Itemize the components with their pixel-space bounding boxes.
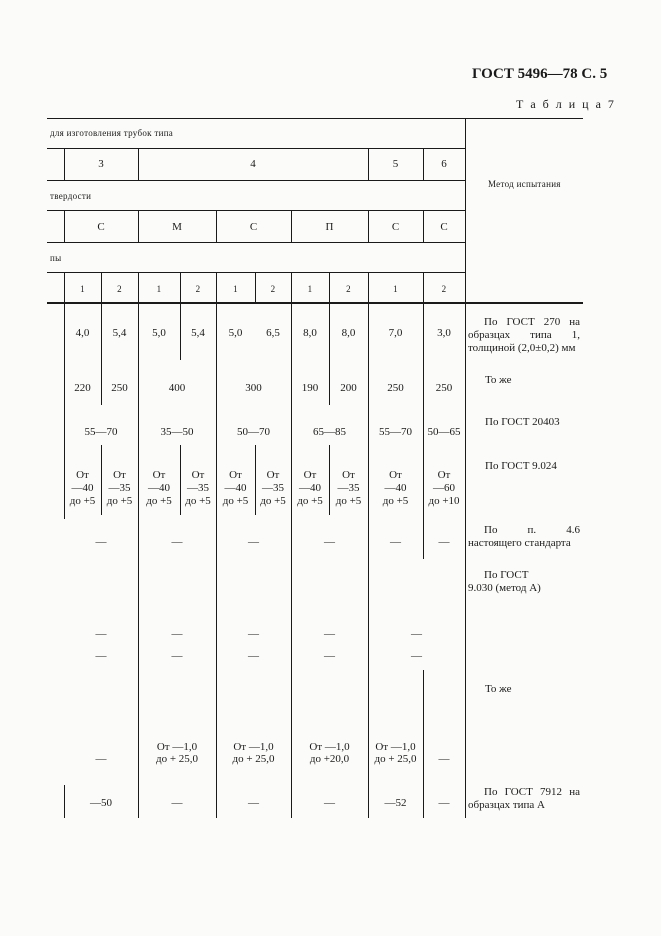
table-cell: —	[438, 797, 450, 809]
table-cell: —52	[384, 797, 407, 809]
type-6-header: 6	[441, 158, 447, 170]
table-cell: —	[95, 628, 107, 640]
document-header: ГОСТ 5496—78 С. 5	[472, 66, 608, 82]
table-cell: 250	[111, 382, 128, 394]
table-cell: 220	[74, 382, 91, 394]
subcol-header: 2	[441, 284, 447, 294]
table-cell: —	[324, 650, 335, 662]
hardness-cell: С	[249, 221, 258, 233]
table-cell: От —60 до +10	[428, 469, 460, 507]
table-cell: От —1,0 до + 25,0	[232, 741, 275, 765]
table-cell: —	[324, 797, 335, 809]
table-cell: 5,4	[112, 327, 127, 339]
table-cell: От —40 до +5	[297, 469, 323, 507]
subcol-header: 2	[270, 284, 276, 294]
hardness-cell: С	[440, 221, 448, 233]
table-cell: —	[248, 650, 259, 662]
table-cell: —	[248, 797, 259, 809]
table-cell: 5,0	[228, 327, 243, 339]
table-cell: —	[324, 628, 335, 640]
table-cell: 8,0	[341, 327, 356, 339]
method-header: Метод испытания	[488, 179, 561, 189]
table-cell: —	[411, 650, 422, 662]
type-4-header: 4	[250, 158, 256, 170]
subcol-header: 2	[346, 284, 351, 294]
table-cell: —	[390, 536, 401, 548]
table-cell: —	[171, 536, 183, 548]
subcol-header: 1	[156, 284, 162, 294]
table-cell: 4,0	[75, 327, 90, 339]
table-cell: От —1,0 до + 25,0	[374, 741, 417, 765]
table-cell: 6,5	[266, 327, 280, 339]
method-cell: То же	[485, 683, 512, 695]
table-cell: От —1,0 до +20,0	[309, 741, 350, 765]
table-title: Т а б л и ц а 7	[516, 97, 616, 111]
hardness-cell: М	[172, 221, 182, 233]
table-cell: 200	[340, 382, 357, 394]
method-cell: По ГОСТ 9.024	[485, 460, 557, 472]
type-3-header: 3	[98, 158, 104, 170]
table-cell: —	[171, 628, 183, 640]
table-cell: 300	[245, 382, 262, 394]
header-line	[47, 242, 466, 243]
type-5-header: 5	[392, 158, 399, 170]
table-top-border	[47, 118, 583, 119]
table-cell: —	[95, 536, 107, 548]
method-cell: По ГОСТ 7912 на образцах типа А	[468, 786, 580, 811]
method-cell: То же	[485, 374, 512, 386]
table-cell: 3,0	[437, 327, 451, 339]
method-cell: По п. 4.6 настоящего стандарта	[468, 524, 580, 549]
subcol-header: 1	[307, 284, 313, 294]
header-line	[47, 148, 466, 149]
table-cell: 8,0	[303, 327, 317, 339]
subcol-header: 1	[233, 284, 238, 294]
subcol-header: 2	[117, 284, 122, 294]
table-cell: —	[171, 797, 183, 809]
header-hardness: твердости	[50, 191, 92, 201]
table-cell: От —35 до +5	[185, 469, 211, 507]
method-cell: По ГОСТ 20403	[485, 416, 560, 428]
hardness-cell: П	[325, 221, 334, 233]
table-cell: От —35 до +5	[106, 469, 133, 507]
subcol-header: 1	[80, 284, 85, 294]
table-cell: 5,4	[191, 327, 205, 339]
table-cell: —	[438, 753, 450, 765]
table-cell: 7,0	[388, 327, 403, 339]
body-divider	[423, 670, 424, 818]
table-cell: От —40 до +5	[382, 469, 409, 507]
method-cell: По ГОСТ 9.030 (метод А)	[468, 569, 541, 594]
method-cell: По ГОСТ 270 на образцах типа 1, толщиной (2,0±0,2) мм	[468, 316, 580, 354]
header-purpose: для изготовления трубок типа	[50, 128, 174, 138]
table-cell: —	[95, 650, 107, 662]
hardness-cell: С	[97, 221, 105, 233]
table-cell: —50	[90, 797, 112, 809]
table-cell: 250	[435, 382, 453, 394]
table-cell: От —35 до +5	[335, 469, 362, 507]
table-cell: 55—70	[84, 426, 118, 438]
table-cell: —	[171, 650, 183, 662]
method-column-border	[465, 118, 466, 818]
table-cell: —	[438, 536, 450, 548]
table-cell: —	[324, 536, 335, 548]
table-cell: —	[95, 753, 107, 765]
hardness-cell: С	[391, 221, 400, 233]
header-bottom-border	[47, 302, 583, 304]
header-group: пы	[50, 253, 62, 263]
table-cell: 50—65	[427, 426, 461, 438]
table-cell: —	[248, 628, 259, 640]
table-cell: 50—70	[237, 426, 270, 438]
table-cell: 400	[168, 382, 186, 394]
table-cell: От —40 до +5	[146, 469, 172, 507]
table-cell: От —1,0 до + 25,0	[155, 741, 199, 765]
table-cell: —	[248, 536, 259, 548]
table-cell: 190	[301, 382, 319, 394]
table-cell: От —40 до +5	[69, 469, 96, 507]
table-cell: 250	[387, 382, 404, 394]
table-cell: 35—50	[160, 426, 194, 438]
header-line	[47, 272, 466, 273]
table-cell: От —35 до +5	[260, 469, 286, 507]
table-cell: 65—85	[313, 426, 346, 438]
header-line	[47, 210, 466, 211]
table-cell: От —40 до +5	[222, 469, 249, 507]
table-cell: 55—70	[379, 426, 412, 438]
table-cell: —	[411, 628, 422, 640]
header-line	[47, 180, 466, 181]
table-cell: 5,0	[152, 327, 166, 339]
subcol-header: 2	[195, 284, 201, 294]
subcol-header: 1	[393, 284, 398, 294]
